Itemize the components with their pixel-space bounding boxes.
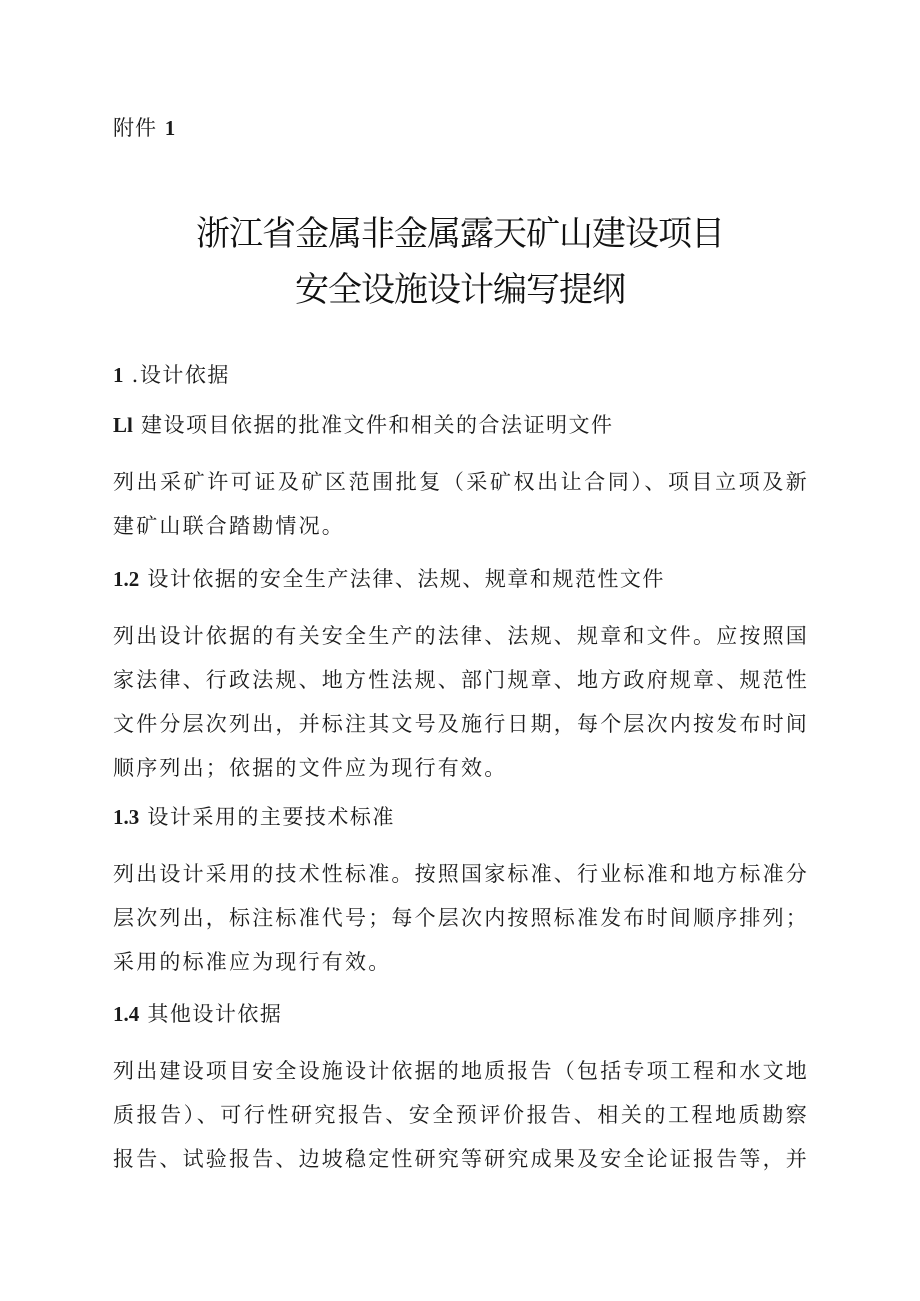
- document-title-line-2: 安全设施设计编写提纲: [295, 270, 625, 310]
- section-heading-1: [113, 359, 809, 389]
- section-number: Ll: [113, 413, 133, 437]
- section-heading-1-4: [113, 998, 809, 1028]
- section-heading-text: 建设项目依据的批准文件和相关的合法证明文件: [132, 413, 614, 437]
- section-number: 1.2: [113, 567, 140, 591]
- paragraph-1-1: 列出采矿许可证及矿区范围批复（采矿权出让合同）、项目立项及新建矿山联合踏勘情况。: [113, 470, 809, 538]
- paragraph-1-2: 列出设计依据的有关安全生产的法律、法规、规章和文件。应按照国家法律、行政法规、地方性法规、部门规章、地方政府规章、规范性文件分层次列出，并标注其文号及施行日期，每个层次内按发布时间顺序列出；依据的文件应为现行有效。: [113, 624, 809, 780]
- section-number: 1: [113, 363, 124, 387]
- section-heading-1-2: [113, 563, 809, 593]
- section-number: 1.3: [113, 805, 140, 829]
- section-heading-text: 设计采用的主要技术标准: [139, 805, 395, 829]
- section-heading-text: .设计依据: [123, 363, 230, 387]
- section-heading-text: 其他设计依据: [139, 1002, 283, 1026]
- section-heading-1-1: [113, 409, 809, 439]
- attachment-prefix: 附件: [113, 116, 157, 140]
- attachment-label: [113, 112, 176, 142]
- attachment-number: 1: [164, 116, 177, 140]
- section-number: 1.4: [113, 1002, 140, 1026]
- section-heading-text: 设计依据的安全生产法律、法规、规章和规范性文件: [139, 567, 665, 591]
- paragraph-1-3: 列出设计采用的技术性标准。按照国家标准、行业标准和地方标准分层次列出，标注标准代号；每个层次内按照标准发布时间顺序排列；采用的标准应为现行有效。: [113, 862, 809, 974]
- section-heading-1-3: [113, 801, 809, 831]
- paragraph-1-4: 列出建设项目安全设施设计依据的地质报告（包括专项工程和水文地质报告）、可行性研究报告、安全预评价报告、相关的工程地质勘察报告、试验报告、边坡稳定性研究等研究成果及安全论证报告等，并: [113, 1059, 809, 1171]
- document-title-line-1: 浙江省金属非金属露天矿山建设项目: [196, 214, 724, 254]
